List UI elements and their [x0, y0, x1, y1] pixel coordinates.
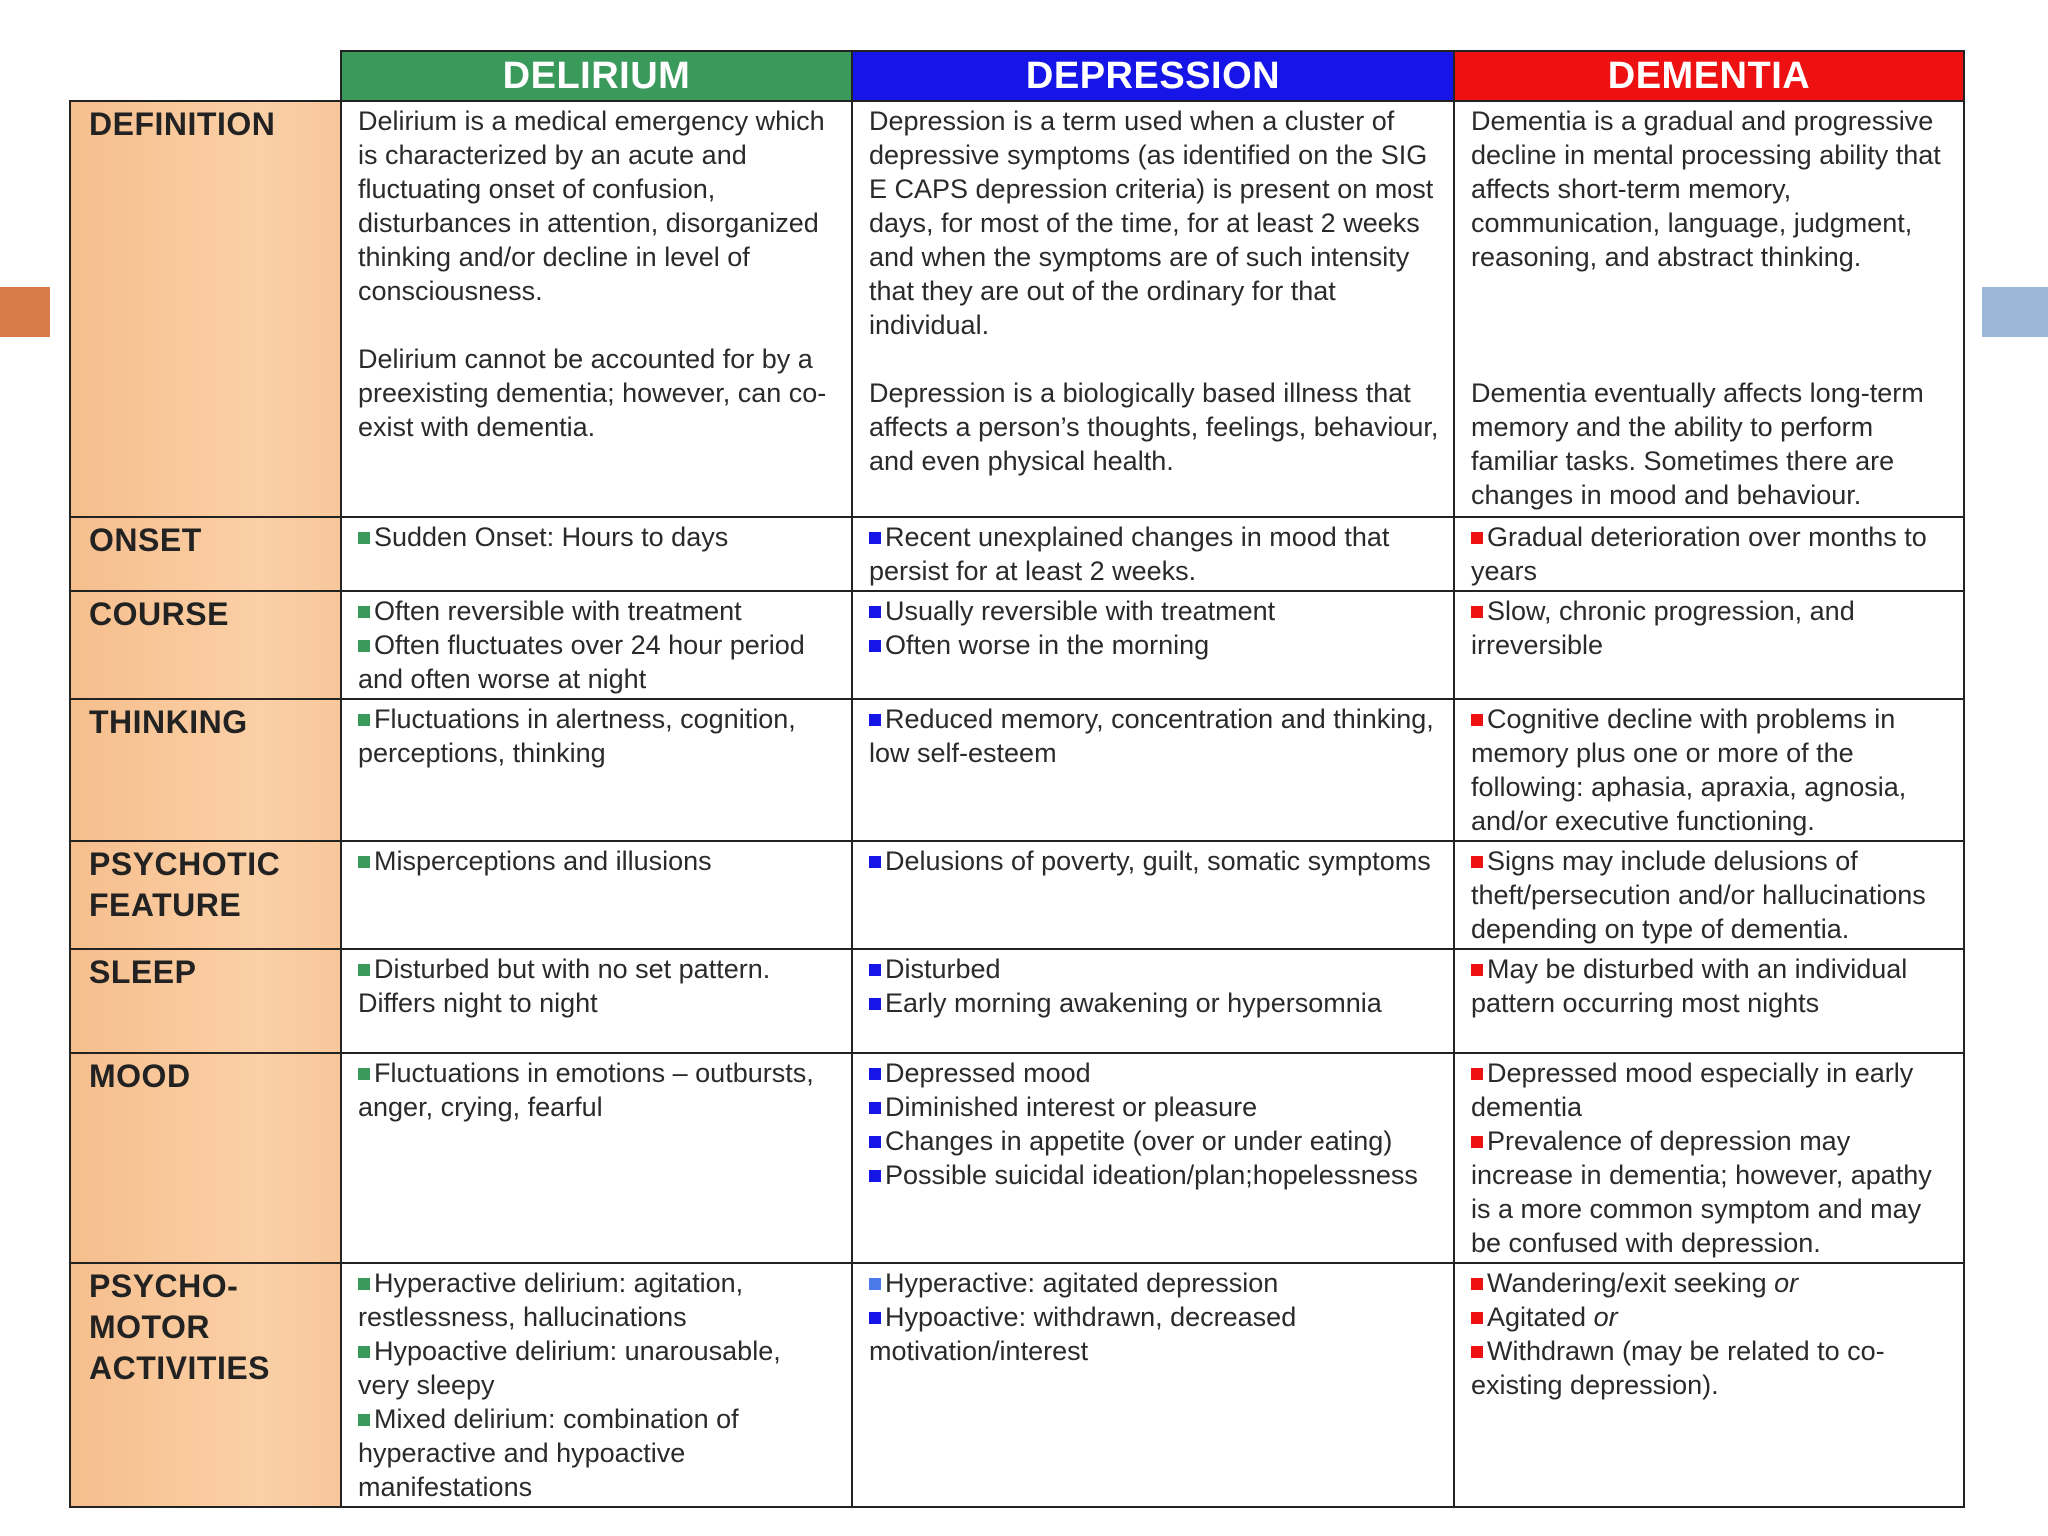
cell-depression-sleep: [852, 949, 1454, 1053]
cell-delirium-psychomotor: [341, 1263, 852, 1507]
header-corner: [70, 51, 341, 101]
blue-bullet-icon: [869, 1102, 881, 1114]
green-bullet-icon: [358, 532, 370, 544]
list-item: Prevalence of depression may increase in dementia; however, apathy is a more common symptom and may be confused with depression.: [1471, 1126, 1932, 1258]
row-label-psychomotor-activities: [70, 1263, 341, 1507]
cell-dementia-psychomotor: [1454, 1263, 1964, 1507]
table-row-definition: [70, 101, 1964, 517]
blue-bullet-icon: [869, 640, 881, 652]
list-item: Hypoactive: withdrawn, decreased motivation/interest: [869, 1302, 1297, 1366]
slide-nav-right-tab[interactable]: [1982, 287, 2048, 337]
list-item: Recent unexplained changes in mood that persist for at least 2 weeks.: [869, 522, 1390, 586]
red-bullet-icon: [1471, 856, 1483, 868]
list-item: Wandering/exit seeking or: [1471, 1266, 1951, 1300]
red-bullet-icon: [1471, 1346, 1483, 1358]
cell-delirium-onset: [341, 517, 852, 591]
list-item: Withdrawn (may be related to co-existing depression).: [1471, 1336, 1885, 1400]
green-bullet-icon: [358, 964, 370, 976]
cell-depression-psychomotor: [852, 1263, 1454, 1507]
blue-bullet-icon: [869, 606, 881, 618]
header-row: [70, 51, 1964, 101]
table-row-mood: [70, 1053, 1964, 1263]
cell-depression-course: [852, 591, 1454, 699]
cell-dementia-sleep: [1454, 949, 1964, 1053]
blue-bullet-icon: [869, 1312, 881, 1324]
label-line: FEATURE: [89, 887, 242, 923]
list-item: Early morning awakening or hypersomnia: [869, 986, 1441, 1020]
cell-delirium-thinking: [341, 699, 852, 841]
blue-bullet-icon: [869, 1278, 881, 1290]
list-item: Possible suicidal ideation/plan;hopelessness: [869, 1158, 1441, 1192]
label-line: MOTOR: [89, 1309, 211, 1345]
list-item: Disturbed: [869, 952, 1441, 986]
table-row-sleep: [70, 949, 1964, 1053]
cell-depression-definition: [852, 101, 1454, 517]
list-item: Depressed mood: [869, 1056, 1441, 1090]
list-item: Fluctuations in alertness, cognition, perceptions, thinking: [358, 704, 796, 768]
list-item: Reduced memory, concentration and thinking, low self-esteem: [869, 704, 1434, 768]
cell-depression-psychotic: [852, 841, 1454, 949]
header-dementia: DEMENTIA: [1454, 51, 1964, 101]
paragraph: Delirium cannot be accounted for by a preexisting dementia; however, can co-exist with dementia.: [358, 344, 827, 442]
blue-bullet-icon: [869, 1136, 881, 1148]
list-item: Often worse in the morning: [869, 628, 1441, 662]
header-depression: DEPRESSION: [852, 51, 1454, 101]
blue-bullet-icon: [869, 1068, 881, 1080]
blue-bullet-icon: [869, 998, 881, 1010]
paragraph: Depression is a biologically based illness that affects a person’s thoughts, feelings, behaviour, and even physical health.: [869, 378, 1439, 476]
list-item: Diminished interest or pleasure: [869, 1090, 1441, 1124]
red-bullet-icon: [1471, 1278, 1483, 1290]
slide-nav-left-tab[interactable]: [0, 287, 50, 337]
green-bullet-icon: [358, 1346, 370, 1358]
list-item: Mixed delirium: combination of hyperactive and hypoactive manifestations: [358, 1404, 739, 1502]
label-line: ACTIVITIES: [89, 1350, 271, 1386]
cell-delirium-course: [341, 591, 852, 699]
label-line: PSYCHO-: [89, 1268, 239, 1304]
list-item: Fluctuations in emotions – outbursts, anger, crying, fearful: [358, 1058, 814, 1122]
cell-dementia-thinking: [1454, 699, 1964, 841]
list-item: Misperceptions and illusions: [358, 844, 839, 878]
list-item: Hypoactive delirium: unarousable, very sleepy: [358, 1336, 781, 1400]
list-item: Delusions of poverty, guilt, somatic symptoms: [869, 844, 1441, 878]
green-bullet-icon: [358, 714, 370, 726]
paragraph: Dementia eventually affects long-term memory and the ability to perform familiar tasks. Sometimes there are changes in mood and behaviour.: [1471, 378, 1924, 510]
list-item: Gradual deterioration over months to years: [1471, 522, 1927, 586]
green-bullet-icon: [358, 856, 370, 868]
list-item: Disturbed but with no set pattern.: [358, 952, 839, 986]
label-line: PSYCHOTIC: [89, 846, 281, 882]
list-item: Hyperactive: agitated depression: [869, 1266, 1441, 1300]
blue-bullet-icon: [869, 714, 881, 726]
green-bullet-icon: [358, 1414, 370, 1426]
red-bullet-icon: [1471, 714, 1483, 726]
table-row-onset: [70, 517, 1964, 591]
list-item: Changes in appetite (over or under eating): [869, 1124, 1441, 1158]
cell-delirium-psychotic: [341, 841, 852, 949]
red-bullet-icon: [1471, 606, 1483, 618]
list-item: Often fluctuates over 24 hour period and often worse at night: [358, 630, 805, 694]
row-label-sleep: SLEEP: [70, 949, 341, 1053]
cell-dementia-onset: [1454, 517, 1964, 591]
list-item: Usually reversible with treatment: [869, 594, 1441, 628]
row-label-onset: ONSET: [70, 517, 341, 591]
cell-dementia-course: [1454, 591, 1964, 699]
row-label-thinking: THINKING: [70, 699, 341, 841]
red-bullet-icon: [1471, 532, 1483, 544]
list-item: Slow, chronic progression, and irreversible: [1471, 596, 1855, 660]
cell-delirium-definition: [341, 101, 852, 517]
table-row-course: [70, 591, 1964, 699]
cell-delirium-sleep: [341, 949, 852, 1053]
row-label-course: COURSE: [70, 591, 341, 699]
green-bullet-icon: [358, 1278, 370, 1290]
row-label-definition: DEFINITION: [70, 101, 341, 517]
cell-dementia-mood: [1454, 1053, 1964, 1263]
green-bullet-icon: [358, 606, 370, 618]
row-label-mood: MOOD: [70, 1053, 341, 1263]
red-bullet-icon: [1471, 1312, 1483, 1324]
cell-dementia-psychotic: [1454, 841, 1964, 949]
red-bullet-icon: [1471, 1136, 1483, 1148]
blue-bullet-icon: [869, 856, 881, 868]
list-item-continuation: Differs night to night: [358, 988, 598, 1018]
green-bullet-icon: [358, 1068, 370, 1080]
cell-depression-onset: [852, 517, 1454, 591]
red-bullet-icon: [1471, 964, 1483, 976]
list-item: Often reversible with treatment: [358, 594, 839, 628]
cell-dementia-definition: [1454, 101, 1964, 517]
table-row-psychomotor: [70, 1263, 1964, 1507]
table-row-thinking: [70, 699, 1964, 841]
cell-delirium-mood: [341, 1053, 852, 1263]
cell-depression-mood: [852, 1053, 1454, 1263]
paragraph: Delirium is a medical emergency which is characterized by an acute and fluctuating onset of confusion, disturbances in attention, disorganized thinking and/or decline in level of consciousness.: [358, 106, 825, 306]
paragraph: Depression is a term used when a cluster of depressive symptoms (as identified on the SIG E CAPS depression criteria) is present on most days, for most of the time, for at least 2 weeks and when the symptoms are of such intensity that they are out of the ordinary for that individual.: [869, 106, 1434, 340]
table-row-psychotic-feature: [70, 841, 1964, 949]
cell-depression-thinking: [852, 699, 1454, 841]
list-item: Agitated or: [1471, 1300, 1951, 1334]
red-bullet-icon: [1471, 1068, 1483, 1080]
row-label-psychotic-feature: [70, 841, 341, 949]
comparison-table: [69, 50, 1965, 1508]
header-delirium: DELIRIUM: [341, 51, 852, 101]
list-item: Sudden Onset: Hours to days: [358, 520, 839, 554]
list-item: May be disturbed with an individual pattern occurring most nights: [1471, 954, 1908, 1018]
list-item: Hyperactive delirium: agitation, restlessness, hallucinations: [358, 1268, 744, 1332]
paragraph: Dementia is a gradual and progressive decline in mental processing ability that affects short-term memory, communication, language, judgment, reasoning, and abstract thinking.: [1471, 106, 1941, 272]
blue-bullet-icon: [869, 532, 881, 544]
list-item: Cognitive decline with problems in memory plus one or more of the following: aphasia, apraxia, agnosia, and/or executive functioning.: [1471, 704, 1907, 836]
list-item: Depressed mood especially in early dementia: [1471, 1058, 1914, 1122]
blue-bullet-icon: [869, 1170, 881, 1182]
list-item: Signs may include delusions of theft/persecution and/or hallucinations depending on type of dementia.: [1471, 846, 1926, 944]
green-bullet-icon: [358, 640, 370, 652]
blue-bullet-icon: [869, 964, 881, 976]
